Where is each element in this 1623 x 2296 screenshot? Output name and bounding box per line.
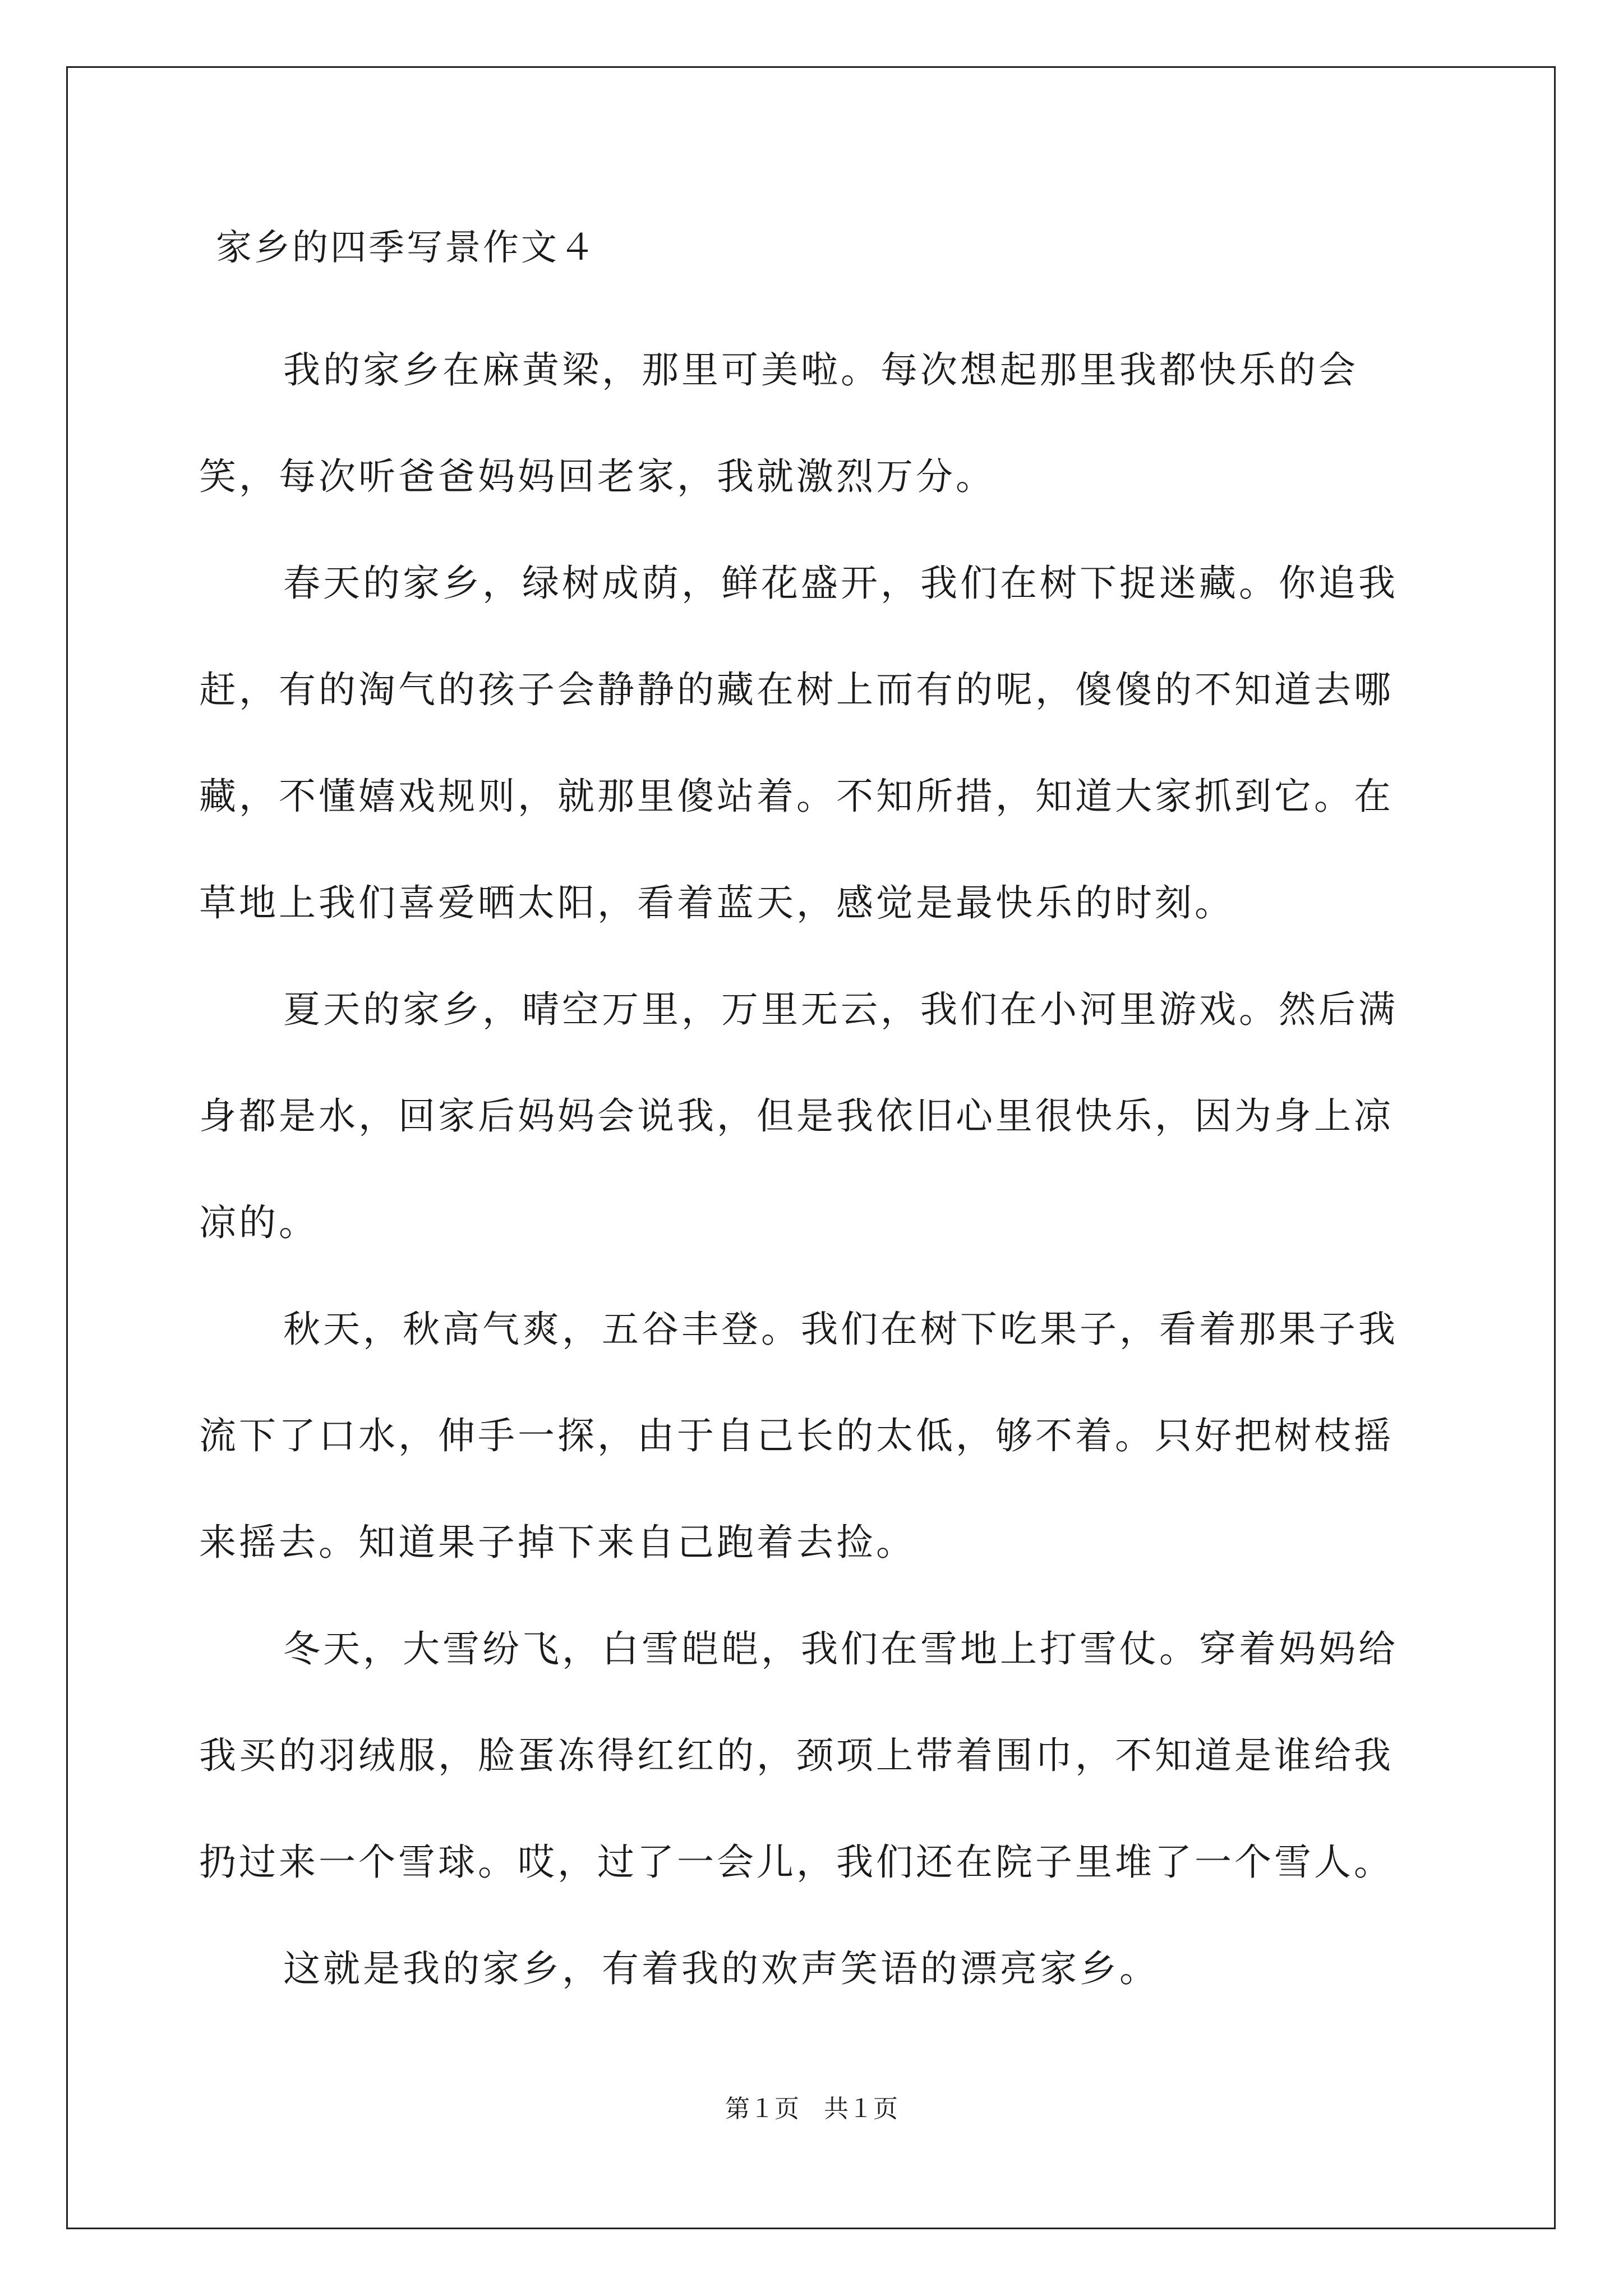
paragraph-autumn: 秋天，秋高气爽，五谷丰登。我们在树下吃果子，看着那果子我流下了口水，伸手一探，由于自己长的太低，够不着。只好把树枝摇来摇去。知道果子掉下来自己跑着去捡。 <box>199 1308 1398 1564</box>
paragraph-winter: 冬天，大雪纷飞，白雪皑皑，我们在雪地上打雪仗。穿着妈妈给我买的羽绒服，脸蛋冻得红红的，颈项上带着围巾，不知道是谁给我扔过来一个雪球。哎，过了一会儿，我们还在院子里堆了一个雪人。 <box>199 1627 1398 1884</box>
paragraph-spring: 春天的家乡，绿树成荫，鲜花盛开，我们在树下捉迷藏。你追我赶，有的淘气的孩子会静静的藏在树上而有的呢，傻傻的不知道去哪藏，不懂嬉戏规则，就那里傻站着。不知所措，知道大家抓到它。在草地上我们喜爱晒太阳，看着蓝天，感觉是最快乐的时刻。 <box>199 562 1398 924</box>
paragraph-summer: 夏天的家乡，晴空万里，万里无云，我们在小河里游戏。然后满身都是水，回家后妈妈会说我，但是我依旧心里很快乐，因为身上凉凉的。 <box>199 988 1398 1244</box>
page-number-footer: 第１页 共１页 <box>725 2095 898 2123</box>
paragraph-conclusion: 这就是我的家乡，有着我的欢声笑语的漂亮家乡。 <box>283 1947 1159 1990</box>
paragraph-intro: 我的家乡在麻黄梁，那里可美啦。每次想起那里我都快乐的会笑，每次听爸爸妈妈回老家，我就激烈万分。 <box>199 348 1358 498</box>
document-title: 家乡的四季写景作文４ <box>216 227 597 269</box>
